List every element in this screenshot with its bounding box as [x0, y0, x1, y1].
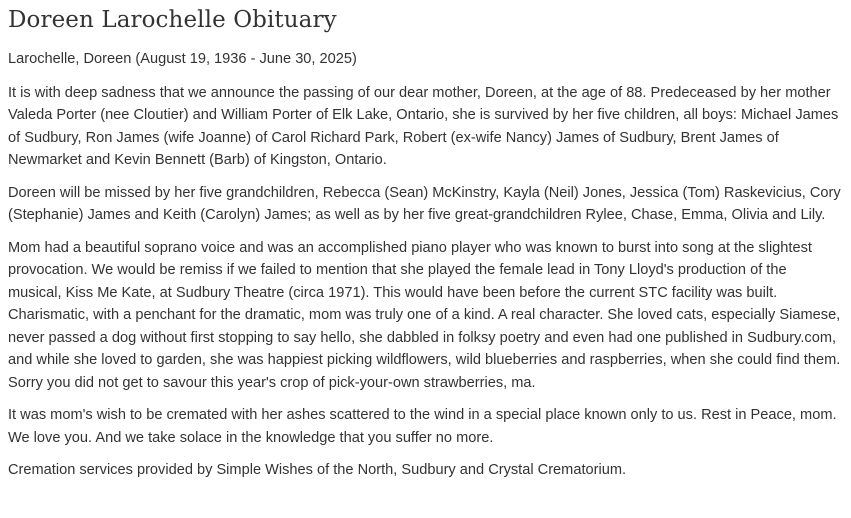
obituary-paragraph-grandchildren: Doreen will be missed by her five grandchildren, Rebecca (Sean) McKinstry, Kayla (Neil) Jones, Jessica (Tom) Raskevicius, Cory (Stephanie) James and Keith (Carolyn) James; as well as by her five great-grandchildren Rylee, Chase, Emma, Olivia and Lily. [8, 184, 841, 223]
obituary-paragraph-wishes: It was mom's wish to be cremated with her ashes scattered to the wind in a special place known only to us. Rest in Peace, mom. We love you. And we take solace in the knowledge that you suffer no more. [8, 407, 837, 446]
obituary-paragraph-life: Mom had a beautiful soprano voice and was an accomplished piano player who was known to burst into song at the slightest provocation. We would be remiss if we failed to mention that she played the female lead in Tony Lloyd's production of the musical, Kiss Me Kate, at Sudbury Theatre (circa 1971). This would have been before the current STC facility was built. Charismatic, with a penchant for the dramatic, mom was truly one of a kind. A real character. She loved cats, especially Siamese, never passed a dog without first stopping to say hello, she dabbled in folksy poetry and even had one published in Sudbury.com, and while she loved to garden, she was happiest picking wildflowers, wild blueberries and raspberries, when she could find them. Sorry you did not get to savour this year's crop of pick-your-own strawberries, ma. [8, 239, 841, 391]
obituary-article [8, 6, 841, 482]
obituary-paragraph-services: Cremation services provided by Simple Wishes of the North, Sudbury and Crystal Crematorium. [8, 462, 627, 478]
page-title: Doreen Larochelle Obituary [8, 7, 337, 33]
obituary-paragraph-family: It is with deep sadness that we announce the passing of our dear mother, Doreen, at the age of 88. Predeceased by her mother Valeda Porter (nee Cloutier) and William Porter of Elk Lake, Ontario, she is survived by her five children, all boys: Michael James of Sudbury, Ron James (wife Joanne) of Carol Richard Park, Robert (ex-wife Nancy) James of Sudbury, Brent James of Newmarket and Kevin Bennett (Barb) of Kingston, Ontario. [8, 84, 839, 168]
obituary-subtitle: Larochelle, Doreen (August 19, 1936 - June 30, 2025) [8, 51, 357, 67]
